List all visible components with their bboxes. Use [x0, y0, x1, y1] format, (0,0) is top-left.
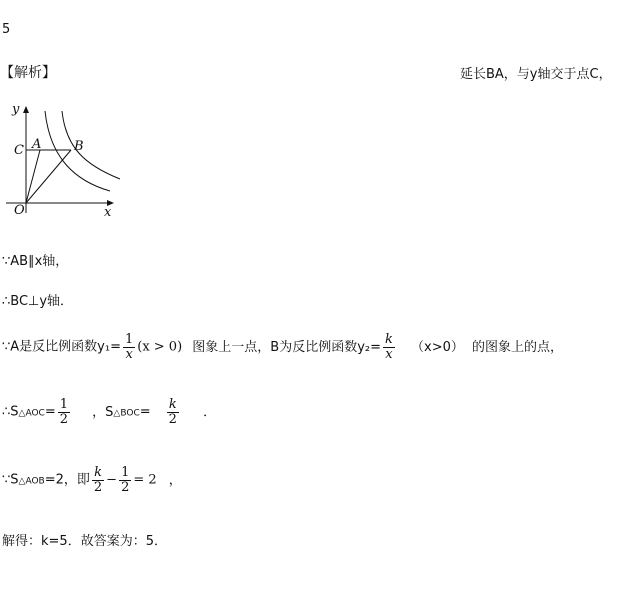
- line-5-eq: = 2: [133, 472, 157, 488]
- line-3-cond: (x > 0): [137, 339, 183, 355]
- fraction-1-over-x: $\frac{1}{x}$: [124, 332, 134, 362]
- line-3-part-a: ∵A是反比例函数y₁=: [2, 339, 121, 355]
- fraction-k-over-2: $\frac{k}{2}$: [168, 397, 177, 427]
- intro-text: 延长BA，与y轴交于点C，: [460, 67, 612, 82]
- line-5-s: ∵S: [2, 472, 19, 488]
- section-title: 【解析】: [0, 65, 56, 81]
- line-6: 解得：k=5．故答案为：5．: [2, 534, 167, 549]
- line-5-sub: △AOB: [18, 476, 45, 487]
- line-5-b: =2，即: [44, 472, 90, 488]
- line-4: [2, 398, 216, 426]
- origin-label: O: [14, 203, 25, 218]
- point-b-label: B: [74, 139, 84, 154]
- line-4-s1: ∴S: [2, 404, 19, 420]
- line-1: ∵AB∥x轴，: [2, 254, 69, 269]
- line-5: [2, 466, 182, 494]
- line-4-end: ．: [203, 404, 217, 420]
- line-3: [2, 333, 563, 361]
- fraction-1-over-2-b: $\frac{1}{2}$: [121, 465, 130, 495]
- point-c-label: C: [14, 143, 24, 158]
- line-4-eq2: =: [139, 404, 151, 420]
- fraction-1-over-2: $\frac{1}{2}$: [59, 397, 69, 427]
- line-4-eq1: =: [44, 404, 56, 420]
- line-3-part-b: 图象上一点，B为反比例函数y₂=: [192, 339, 382, 355]
- line-4-s2: ，S: [92, 404, 114, 420]
- line-2: ∴BC⊥y轴．: [2, 294, 74, 309]
- line-4-sub2: △BOC: [113, 408, 140, 419]
- axis-x-label: x: [104, 205, 112, 220]
- line-4-sub1: △AOC: [18, 408, 45, 419]
- fraction-k-over-2-b: $\frac{k}{2}$: [93, 465, 103, 495]
- question-number: 5: [2, 22, 11, 37]
- point-a-label: A: [32, 137, 42, 152]
- axis-y-label: y: [12, 102, 20, 117]
- line-3-cond2: （x>0）: [411, 339, 464, 355]
- fraction-k-over-x: $\frac{k}{x}$: [385, 332, 393, 362]
- line-5-end: ，: [168, 472, 182, 488]
- line-5-minus: −: [106, 472, 118, 488]
- line-3-part-c: 的图象上的点，: [472, 339, 564, 355]
